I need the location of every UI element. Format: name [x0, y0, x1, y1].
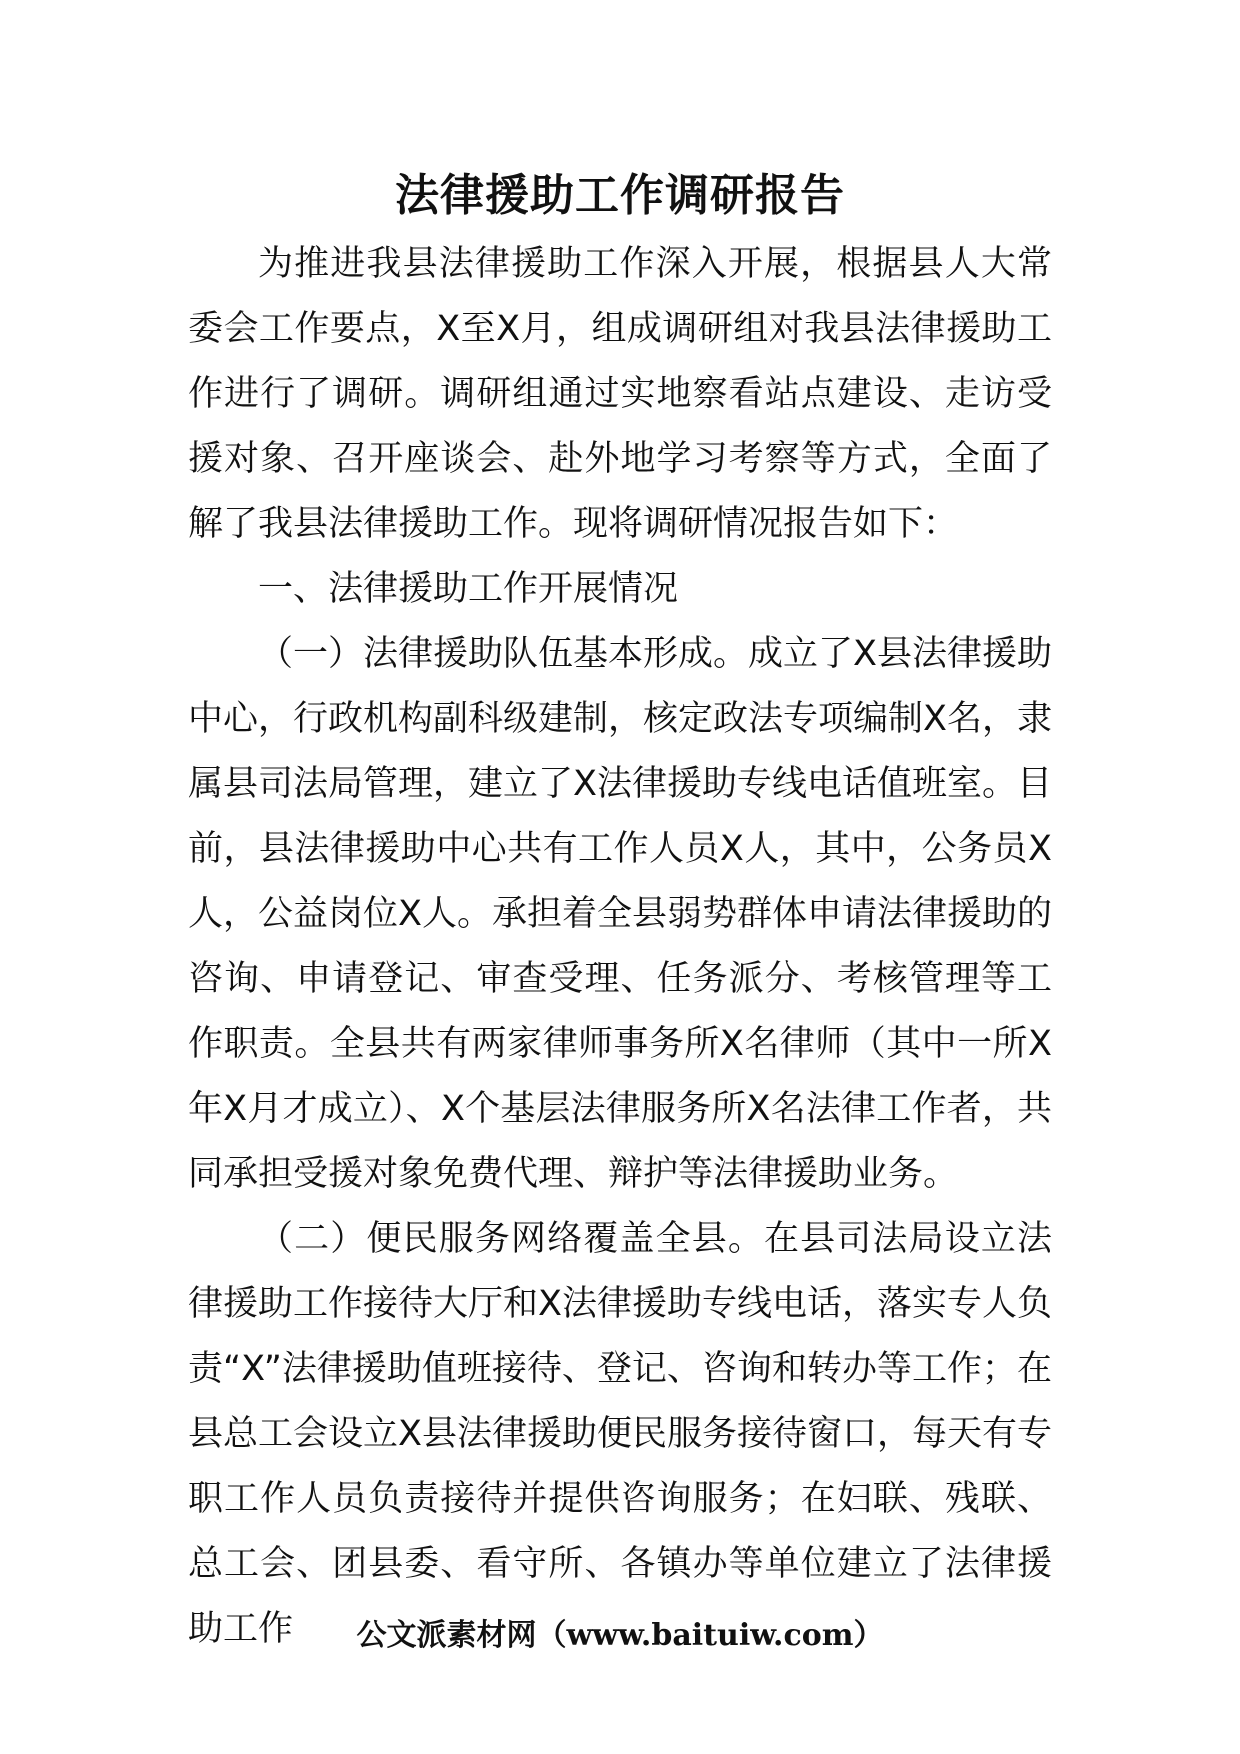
document-title: 法律援助工作调研报告	[395, 170, 845, 221]
section-heading-1: 一、法律援助工作开展情况	[258, 569, 679, 609]
source-footer: 公文派素材网（www.baituiw.com）	[356, 1618, 884, 1653]
subsection-paragraph-1: （一）法律援助队伍基本形成。成立了X县法律援助中心，行政机构副科级建制，核定政法专项编制X名，隶属县司法局管理，建立了X法律援助专线电话值班室。目前，县法律援助中心共有工作人员X人，其中，公务员X人，公益岗位X人。承担着全县弱势群体申请法律援助的咨询、申请登记、审查受理、任务派分、考核管理等工作职责。全县共有两家律师事务所X名律师（其中一所X年X月才成立）、X个基层法律服务所X名法律工作者，共同承担受援对象免费代理、辩护等法律援助业务。	[188, 634, 1052, 1194]
intro-paragraph: 为推进我县法律援助工作深入开展，根据县人大常委会工作要点，X至X月，组成调研组对我县法律援助工作进行了调研。调研组通过实地察看站点建设、走访受援对象、召开座谈会、赴外地学习考察等方式，全面了解了我县法律援助工作。现将调研情况报告如下：	[188, 244, 1052, 544]
document-body	[188, 232, 1052, 1662]
subsection-paragraph-2: （二）便民服务网络覆盖全县。在县司法局设立法律援助工作接待大厅和X法律援助专线电话，落实专人负责“X”法律援助值班接待、登记、咨询和转办等工作；在县总工会设立X县法律援助便民服务接待窗口，每天有专职工作人员负责接待并提供咨询服务；在妇联、残联、总工会、团县委、看守所、各镇办等单位建立了法律援助工作	[188, 1219, 1052, 1649]
